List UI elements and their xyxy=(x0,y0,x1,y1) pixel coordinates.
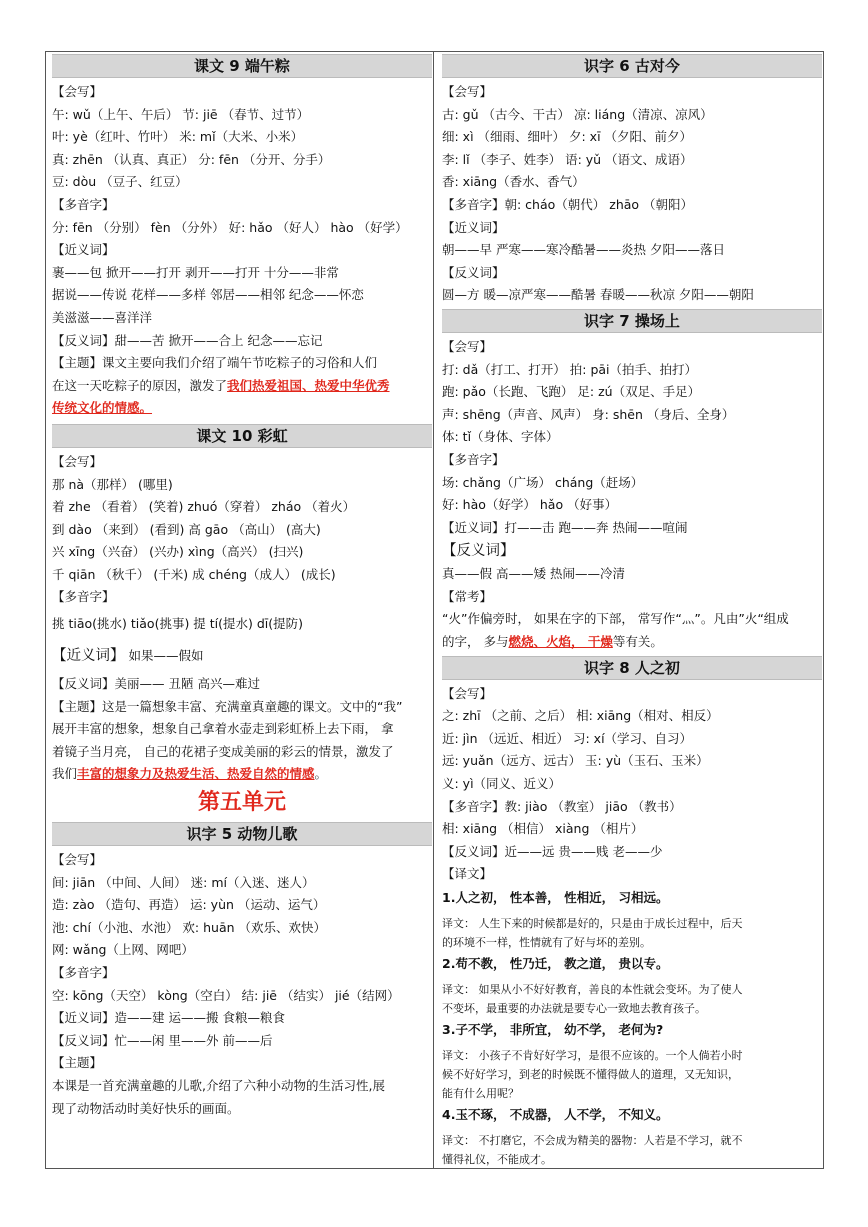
vocab-line: 网: wǎng（上网、网吧） xyxy=(52,942,194,958)
jinyi-line: 美滋滋——喜洋洋 xyxy=(52,309,153,325)
yiwen-label: 【译文】 xyxy=(442,866,493,882)
theme-line: 【主题】课文主要向我们介绍了端午节吃粽子的习俗和人们 xyxy=(52,355,378,371)
duoyin-line: 好: hào（好学） hǎo （好事） xyxy=(442,497,618,513)
vocab-line: 跑: pǎo（长跑、飞跑） 足: zú（双足、手足） xyxy=(442,384,701,400)
fanyi-line: 真——假 高——矮 热闹——冷清 xyxy=(442,566,625,582)
vocab-line: 声: shēng（声音、风声） 身: shēn （身后、全身） xyxy=(442,406,735,422)
changkao-highlight: 燃烧、火焰， 干燥 xyxy=(508,634,613,650)
vocab-line: 造: zào （造句、再造） 运: yùn （运动、运气） xyxy=(52,897,326,913)
section-title-shizi6: 识字 6 古对今 xyxy=(442,54,822,78)
section-title-shizi8: 识字 8 人之初 xyxy=(442,656,822,680)
verse-line: 1.人之初， 性本善， 性相近， 习相远。 xyxy=(442,890,669,905)
theme-line: 展开丰富的想象，想象自己拿着水壶走到彩虹桥上去下雨， 拿 xyxy=(52,721,394,737)
fanyi-line: 【反义词】美丽—— 丑陋 高兴—难过 xyxy=(52,676,260,692)
jinyi-label: 【近义词】 xyxy=(52,648,125,665)
duoyin-line: 【多音字】朝: cháo（朝代） zhāo （朝阳） xyxy=(442,196,694,212)
translation-line: 不变坏，最重要的办法就是要专心一致地去教育孩子。 xyxy=(442,1002,706,1015)
theme-highlight: 丰富的想象力及热爱生活、热爱自然的情感 xyxy=(77,766,315,782)
translation-line: 译文： 人生下来的时候都是好的，只是由于成长过程中，后天 xyxy=(442,917,743,930)
theme-line xyxy=(52,763,432,786)
section-title-lesson10: 课文 10 彩虹 xyxy=(52,424,432,448)
vocab-line: 豆: dòu （豆子、红豆） xyxy=(52,174,188,190)
jinyi-line: 朝——早 严寒——寒冷酷暑——炎热 夕阳——落日 xyxy=(442,242,725,258)
vocab-line: 古: gǔ （古今、干古） 凉: liáng（清凉、凉风） xyxy=(442,106,713,122)
vocab-line: 间: jiān （中间、人间） 迷: mí（入迷、迷人） xyxy=(52,874,315,890)
jinyi-label: 【近义词】 xyxy=(52,242,115,258)
verse-line: 4.玉不琢， 不成器， 人不学， 不知义。 xyxy=(442,1107,669,1122)
vocab-line: 千 qiān （秋千） (千米) 成 chéng（成人） (成长) xyxy=(52,566,336,582)
section-title-shizi7: 识字 7 操场上 xyxy=(442,309,822,333)
left-column xyxy=(52,52,432,1120)
vocab-line: 真: zhēn （认真、真正） 分: fēn （分开、分手） xyxy=(52,151,331,167)
vocab-line: 近: jìn （远近、相近） 习: xí（学习、自习） xyxy=(442,730,693,746)
changkao-line xyxy=(442,631,822,654)
fanyi-line: 【反义词】甜——苦 掀开——合上 纪念——忘记 xyxy=(52,332,323,348)
translation-line: 候不好好学习，到老的时候既不懂得做人的道理，又无知识， xyxy=(442,1068,739,1081)
jinyi-line: 【近义词】打——击 跑——奔 热闹——喧闹 xyxy=(442,519,688,535)
vocab-line: 远: yuǎn（远方、远古） 玉: yù（玉石、玉米） xyxy=(442,753,709,769)
changkao-text: 等有关。 xyxy=(612,634,663,650)
notes-sheet xyxy=(45,51,824,1169)
vocab-line: 那 nà（那样） (哪里) xyxy=(52,476,173,492)
huixie-label: 【会写】 xyxy=(52,852,103,868)
vocab-line: 打: dǎ（打工、打开） 拍: pāi（拍手、拍打） xyxy=(442,361,698,377)
theme-line xyxy=(52,375,432,398)
right-column xyxy=(442,52,822,1169)
theme-text: 我们 xyxy=(52,766,78,782)
theme-line: 本课是一首充满童趣的儿歌,介绍了六种小动物的生活习性,展 xyxy=(52,1077,385,1093)
huixie-label: 【会写】 xyxy=(442,338,493,354)
huixie-label: 【会写】 xyxy=(52,84,103,99)
translation-line: 能有什么用呢？ xyxy=(442,1087,519,1100)
duoyin-line: 【多音字】教: jiào （教室） jiāo （教书） xyxy=(442,798,682,814)
jinyi-line xyxy=(52,639,432,673)
fanyi-line: 圆—方 暖—凉严寒——酷暑 春暖——秋凉 夕阳——朝阳 xyxy=(442,287,754,303)
huixie-label: 【会写】 xyxy=(442,685,493,701)
vocab-line: 兴 xīng（兴奋） (兴办) xìng（高兴） (扫兴) xyxy=(52,544,304,560)
verse-line: 2.苟不教， 性乃迁， 教之道， 贵以专。 xyxy=(442,956,669,971)
theme-line: 着镜子当月亮， 自己的花裙子变成美丽的彩云的情景，激发了 xyxy=(52,743,394,759)
changkao-text: 的字， 多与 xyxy=(442,634,509,650)
translation-line: 译文： 不打磨它，不会成为精美的器物：人若是不学习，就不 xyxy=(442,1134,743,1147)
verse-line: 3.子不学， 非所宜， 幼不学， 老何为? xyxy=(442,1022,664,1037)
huixie-label: 【会写】 xyxy=(52,453,103,469)
changkao-line: “火”作偏旁时， 如果在字的下部， 常写作“灬”。凡由”火“组成 xyxy=(442,611,789,627)
duoyin-label: 【多音字】 xyxy=(52,196,115,212)
vocab-line: 义: yì（同义、近义） xyxy=(442,776,562,792)
vocab-line: 池: chí（小池、水池） 欢: huān （欢乐、欢快） xyxy=(52,919,327,935)
fanyi-label: 【反义词】 xyxy=(442,543,515,560)
theme-label: 【主题】 xyxy=(52,1055,103,1071)
vocab-line: 着 zhe （看着） (笑着) zhuó（穿着） zháo （着火） xyxy=(52,499,356,515)
theme-text: 在这一天吃粽子的原因，激发了 xyxy=(52,377,228,393)
vocab-line: 体: tǐ（身体、字体） xyxy=(442,429,559,445)
vocab-line: 细: xì （细雨、细叶） 夕: xī （夕阳、前夕） xyxy=(442,129,693,145)
huixie-label: 【会写】 xyxy=(442,84,493,99)
fanyi-line: 【反义词】忙——闲 里——外 前——后 xyxy=(52,1032,273,1048)
column-divider xyxy=(433,52,434,1168)
translation-line: 的环境不一样，性情就有了好与坏的差别。 xyxy=(442,936,651,949)
duoyin-label: 【多音字】 xyxy=(442,451,505,467)
vocab-line: 到 dào （来到） (看到) 高 gāo （高山） (高大) xyxy=(52,521,321,537)
vocab-line: 午: wǔ（上午、午后） 节: jiē （春节、过节） xyxy=(52,106,310,122)
section-title-lesson9: 课文 9 端午粽 xyxy=(52,54,432,78)
theme-line: 【主题】这是一篇想象丰富、充满童真童趣的课文。文中的“我” xyxy=(52,698,403,714)
duoyin-line: 空: kōng（天空） kòng（空白） 结: jiē （结实） jié（结网） xyxy=(52,987,400,1003)
duoyin-label: 【多音字】 xyxy=(52,965,115,980)
duoyin-line: 分: fēn （分别） fèn （分外） 好: hǎo （好人） hào （好学） xyxy=(52,219,408,235)
unit-title: 第五单元 xyxy=(197,790,286,816)
theme-text: 。 xyxy=(314,766,328,782)
jinyi-text: 如果——假如 xyxy=(128,648,204,664)
fanyi-label: 【反义词】 xyxy=(442,264,505,280)
changkao-label: 【常考】 xyxy=(442,588,493,604)
vocab-line: 李: lǐ （李子、姓李） 语: yǔ （语文、成语） xyxy=(442,151,693,167)
theme-highlight: 传统文化的情感。 xyxy=(52,400,153,416)
translation-line: 译文： 小孩子不肯好好学习，是很不应该的。一个人倘若小时 xyxy=(442,1049,743,1062)
duoyin-line: 相: xiāng （相信） xiàng （相片） xyxy=(442,821,644,837)
section-title-shizi5: 识字 5 动物儿歌 xyxy=(52,822,432,846)
translation-line: 译文： 如果从小不好好教育，善良的本性就会变坏。为了使人 xyxy=(442,983,743,996)
duoyin-label: 【多音字】 xyxy=(52,589,115,605)
fanyi-line: 【反义词】近——远 贵——贱 老——少 xyxy=(442,843,663,859)
vocab-line: 叶: yè（红叶、竹叶） 米: mǐ（大米、小米） xyxy=(52,129,304,145)
theme-highlight: 我们热爱祖国、热爱中华优秀 xyxy=(227,377,390,393)
theme-line: 现了动物活动时美好快乐的画面。 xyxy=(52,1100,240,1116)
vocab-line: 香: xiāng（香水、香气） xyxy=(442,174,585,190)
jinyi-line: 【近义词】造——建 运——搬 食粮—粮食 xyxy=(52,1010,285,1026)
theme-line xyxy=(52,397,432,420)
jinyi-line: 据说——传说 花样——多样 邻居——相邻 纪念——怀恋 xyxy=(52,287,364,303)
jinyi-line: 裹——包 掀开——打开 剥开——打开 十分——非常 xyxy=(52,264,339,280)
duoyin-line: 挑 tiāo(挑水) tiǎo(挑事) 提 tí(提水) dī(提防) xyxy=(52,616,304,632)
vocab-line: 之: zhī （之前、之后） 相: xiāng（相对、相反） xyxy=(442,708,719,724)
translation-line: 懂得礼仪，不能成才。 xyxy=(442,1153,552,1166)
jinyi-label: 【近义词】 xyxy=(442,219,505,235)
duoyin-line: 场: chǎng（广场） cháng（赶场） xyxy=(442,474,644,490)
